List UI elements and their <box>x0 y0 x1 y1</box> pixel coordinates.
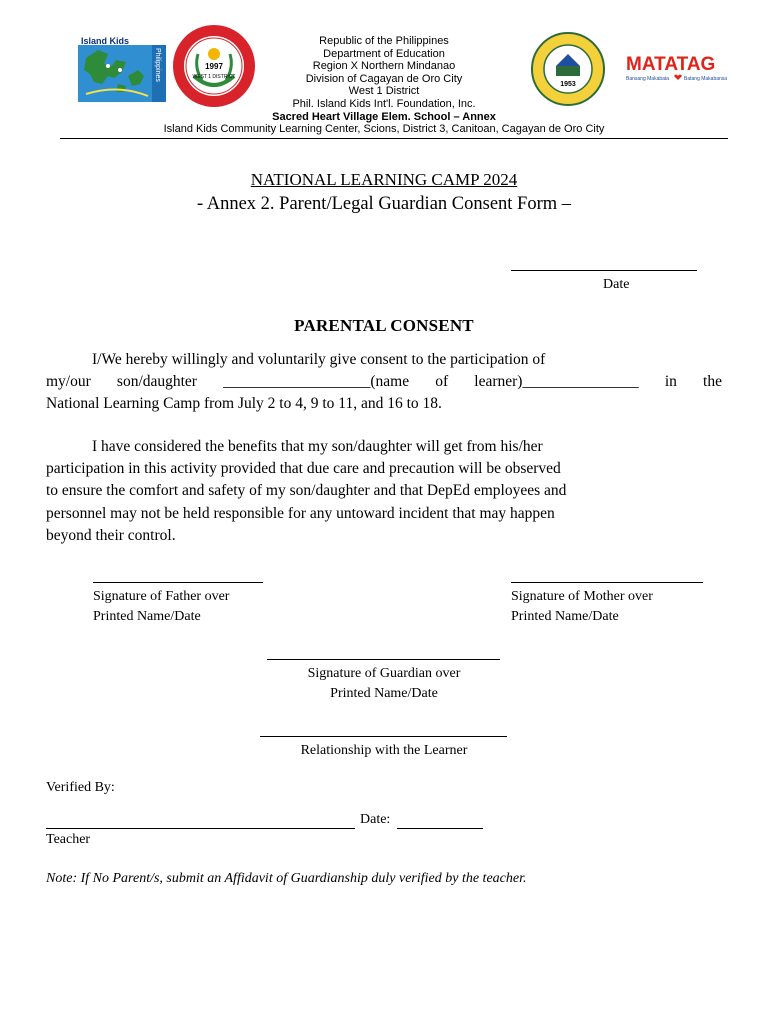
guardian-signature-label: Signature of Guardian over <box>307 666 461 681</box>
consent-line-2 <box>46 371 722 393</box>
teacher-date-label: Date: <box>360 812 391 827</box>
guardian-signature-block <box>267 659 501 704</box>
matatag-wordmark: MATATAG <box>626 54 716 75</box>
benefits-line-1: I have considered the benefits that my son/daughter will get from his/her <box>92 438 543 455</box>
letterhead-line-district: West 1 District <box>348 85 420 98</box>
learner-name-blank: ___________________(name <box>223 373 410 391</box>
letterhead-line-school: Sacred Heart Village Elem. School – Annex <box>272 110 496 123</box>
relationship-line <box>260 736 507 737</box>
letterhead-line-republic: Republic of the Philippines <box>319 35 449 47</box>
mother-printed-name-label: Printed Name/Date <box>511 609 619 624</box>
matatag-tagline-left: Bansang Makabata <box>626 76 670 82</box>
guardianship-note: Note: If No Parent/s, submit an Affidavit of Guardianship duly verified by the teacher. <box>46 871 527 886</box>
letterhead-line-foundation: Phil. Island Kids Int'l. Foundation, Inc. <box>292 97 476 110</box>
school-seal-year: 1997 <box>205 62 223 71</box>
document-title: NATIONAL LEARNING CAMP 2024 <box>250 170 518 189</box>
consent-word: the <box>703 373 722 391</box>
letterhead <box>120 35 648 136</box>
consent-word: son/daughter <box>116 373 197 391</box>
benefits-paragraph <box>46 436 722 547</box>
learner-name-blank-end: learner)_______________ <box>474 373 639 391</box>
teacher-date-line <box>397 828 483 829</box>
father-signature-block <box>93 582 273 627</box>
island-kids-logo-side-text: Philippines <box>154 48 161 82</box>
relationship-label: Relationship with the Learner <box>300 743 468 758</box>
section-heading: PARENTAL CONSENT <box>294 316 474 335</box>
teacher-verification-row <box>46 812 496 832</box>
letterhead-line-address: Island Kids Community Learning Center, Scions, District 3, Canitoan, Cagayan de Oro City <box>163 123 605 136</box>
mother-signature-label: Signature of Mother over <box>511 589 653 604</box>
benefits-line-3: to ensure the comfort and safety of my son/daughter and that DepEd employees and <box>46 482 567 500</box>
document-subtitle: - Annex 2. Parent/Legal Guardian Consent Form – <box>196 194 572 214</box>
letterhead-line-region: Region X Northern Mindanao <box>312 60 456 73</box>
school-seal-subtext: WEST 1 DISTRICT <box>192 74 236 80</box>
consent-word: of <box>435 373 449 391</box>
guardian-printed-name-label: Printed Name/Date <box>330 686 438 701</box>
consent-paragraph <box>46 349 722 416</box>
father-printed-name-label: Printed Name/Date <box>93 609 201 624</box>
date-label: Date <box>603 277 630 292</box>
teacher-label: Teacher <box>46 832 91 847</box>
benefits-line-2: participation in this activity provided that due care and precaution will be observed <box>46 460 561 478</box>
matatag-tagline-right: Batang Makabansa <box>684 76 728 82</box>
benefits-line-5: beyond their control. <box>46 526 176 544</box>
consent-line-3: National Learning Camp from July 2 to 4, 9 to 11, and 16 to 18. <box>46 395 442 413</box>
consent-line-1: I/We hereby willingly and voluntarily give consent to the participation of <box>92 351 546 368</box>
verified-by-label: Verified By: <box>46 780 115 795</box>
date-blank-line <box>511 270 697 271</box>
island-kids-logo-text: Island Kids <box>81 36 130 46</box>
guardian-signature-line <box>267 659 500 660</box>
consent-word: my/our <box>46 373 91 391</box>
benefits-line-4: personnel may not be held responsible for any untoward incident that may happen <box>46 504 555 522</box>
father-signature-line <box>93 582 263 583</box>
teacher-signature-line <box>46 828 355 829</box>
father-signature-label: Signature of Father over <box>93 589 230 604</box>
letterhead-line-department: Department of Education <box>323 47 445 60</box>
header-divider <box>60 138 728 139</box>
deped-seal-year: 1953 <box>560 81 576 88</box>
consent-word: in <box>664 373 677 391</box>
relationship-block <box>260 736 508 761</box>
mother-signature-line <box>511 582 703 583</box>
letterhead-line-division: Division of Cagayan de Oro City <box>305 72 463 85</box>
mother-signature-block <box>511 582 711 627</box>
